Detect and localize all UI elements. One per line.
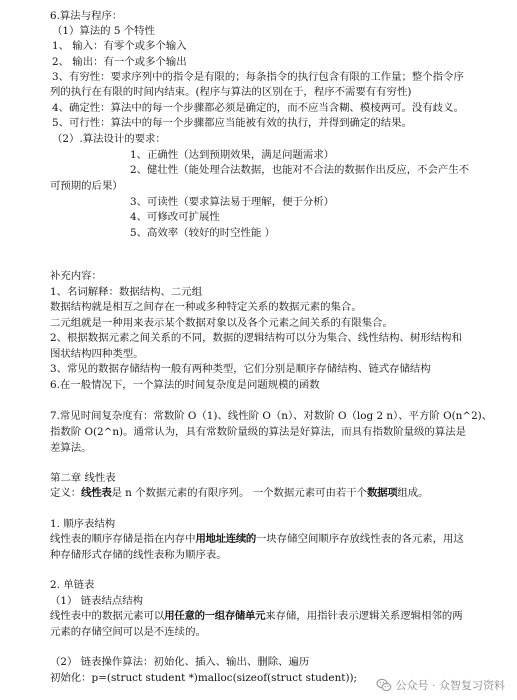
link-desc-suffix: 来存储，用指针表示逻辑关系逻辑相邻的两 — [265, 610, 463, 622]
wechat-icon — [376, 677, 392, 693]
supplement-title: 补充内容： — [50, 270, 102, 282]
storage-structure: 3、常见的数据存储结构一般有两种类型，它们分别是顺序存储结构、链式存储结构 — [50, 363, 431, 375]
seq-desc-suffix: 一块存储空间顺序存放线性表的各元素，用这 — [256, 533, 464, 545]
heading-node-structure: （1） 链表结点结构 — [50, 595, 144, 607]
feature-definiteness: 4、确定性：算法中的每一个步骤都必须是确定的，而不应当含糊、模棱两可。没有歧义。 — [52, 102, 464, 114]
heading-list-operations: （2） 链表操作算法：初始化、插入、输出、删除、遍历 — [50, 656, 310, 668]
link-desc-bold: 用任意的一组存储单元 — [164, 610, 266, 622]
init-code-line: 初始化：p=(struct student *)malloc(sizeof(struct student)); — [50, 672, 358, 684]
req-efficiency: 5、高效率（较好的时空性能 ） — [130, 227, 275, 239]
watermark — [376, 676, 506, 694]
req-readability: 3、可读性（要求算法易于理解，便于分析） — [130, 196, 335, 208]
def-suffix: 组成。 — [397, 487, 429, 499]
link-desc-prefix: 线性表中的数据元素可以 — [50, 610, 165, 622]
linked-list-desc-cont: 元素的存储空间可以是不连续的。 — [50, 626, 206, 638]
term-data-item: 数据项 — [367, 487, 398, 499]
seq-desc-prefix: 线性表的顺序存储是指在内存中 — [50, 533, 196, 545]
section-6-2-heading: （2）.算法设计的要求： — [52, 133, 166, 145]
feature-finiteness: 3、有穷性：要求序列中的指令是有限的；每条指令的执行包含有限的工作量；整个指令序 — [52, 71, 464, 83]
sequential-list-desc — [50, 532, 464, 547]
sequential-list-desc-cont: 种存储形式存储的线性表称为顺序表。 — [50, 549, 227, 561]
def-tuple: 二元组就是一种用来表示某个数据对象以及各个元素之间关系的有限集合。 — [50, 317, 393, 329]
heading-sequential-list: 1. 顺序表结构 — [50, 518, 116, 530]
def-prefix: 定义： — [50, 487, 82, 499]
req-modifiability: 4、可修改可扩展性 — [130, 211, 220, 223]
feature-input: 1、 输入：有零个或多个输入 — [52, 40, 187, 52]
req-correctness: 1、正确性（达到预期效果，满足问题需求） — [130, 149, 335, 161]
common-complexity-cont: 指数阶 O(2^n)。通常认为，具有常数阶量级的算法是好算法，而具有指数阶量级的算法是 — [50, 426, 466, 438]
logical-structure: 2、根据数据元素之间关系的不同，数据的逻辑结构可以分为集合、线性结构、树形结构和 — [50, 332, 462, 344]
logical-structure-cont: 图状结构四种类型。 — [50, 348, 144, 360]
feature-feasibility: 5、可行性：算法中的每一个步骤都应当能被有效的执行，并得到确定的结果。 — [52, 117, 412, 129]
def-data-structure: 数据结构就是相互之间存在一种或多种特定关系的数据元素的集合。 — [50, 301, 362, 313]
common-complexity-end: 差算法。 — [50, 442, 92, 454]
req-robustness: 2、健壮性（能处理合法数据，也能对不合法的数据作出反应，不会产生不 — [130, 164, 470, 176]
req-robustness-cont: 可预期的后果） — [50, 180, 123, 192]
watermark-text: 公众号 · 众智复习资料 — [395, 678, 505, 692]
seq-desc-bold: 用地址连续的 — [195, 533, 257, 545]
def-middle: 是 n 个数据元素的有限序列。 一个数据元素可由若干个 — [111, 487, 368, 499]
chapter-2-title: 第二章 线性表 — [50, 472, 116, 484]
common-complexity: 7.常见时间复杂度有：常数阶 O（1)、线性阶 O（n）、对数阶 O（log 2 n）、平方阶 O(n^2)、 — [50, 410, 493, 422]
heading-linked-list: 2. 单链表 — [50, 579, 95, 591]
section-6-title: 6.算法与程序： — [50, 10, 123, 22]
linked-list-desc — [50, 609, 463, 624]
supplement-terms: 1、名词解释：数据结构、二元组 — [50, 286, 203, 298]
feature-output: 2、 输出：有一个或多个输出 — [52, 56, 187, 68]
time-complexity-function: 6.在一般情况下，一个算法的时间复杂度是问题规模的函数 — [50, 379, 320, 391]
linear-list-definition — [50, 486, 429, 501]
term-linear-list: 线性表 — [81, 487, 112, 499]
feature-finiteness-cont: 列的执行在有限的时间内结束。(程序与算法的区别在于，程序不需要有有穷性) — [50, 86, 412, 98]
section-6-1-heading: （1）算法的 5 个特性 — [52, 25, 155, 37]
